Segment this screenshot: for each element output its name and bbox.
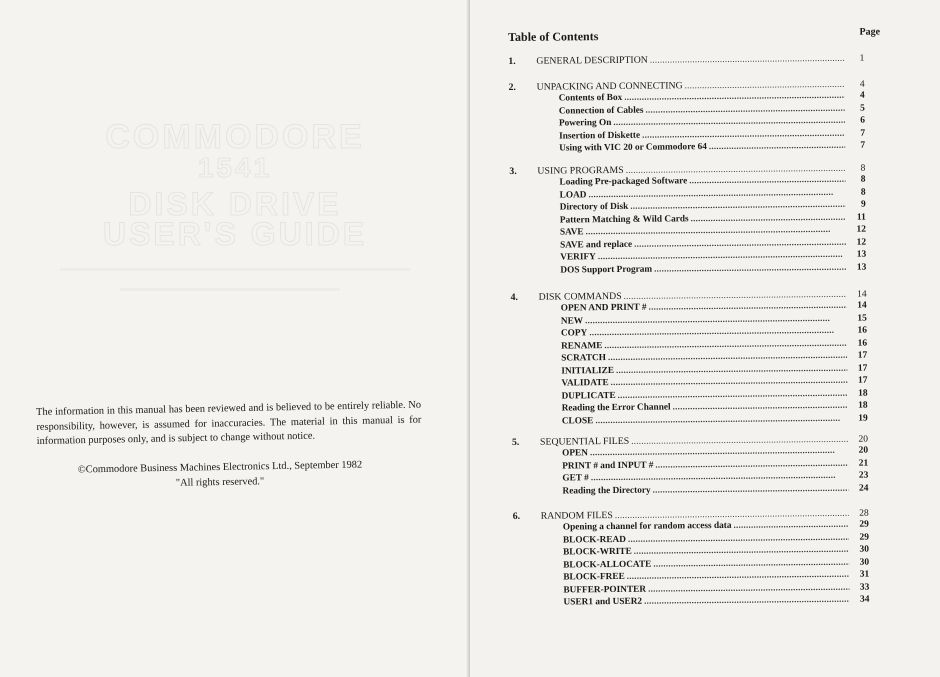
toc-entry-title: Loading Pre-packaged Software xyxy=(559,176,688,188)
toc-entry-title: SAVE xyxy=(559,227,584,238)
toc-page-number: 29 xyxy=(859,519,869,530)
dot-leader xyxy=(591,470,849,483)
toc-page-number: 20 xyxy=(858,434,869,445)
toc-page-number: 9 xyxy=(860,199,866,210)
toc-entry-title: SAVE and replace xyxy=(560,239,633,251)
toc-page-number: 12 xyxy=(856,224,867,235)
page-column-header: Page xyxy=(859,26,881,38)
toc-section-number: 4. xyxy=(510,291,519,303)
toc-entry-title: RENAME xyxy=(561,340,603,352)
toc-entry-title: VALIDATE xyxy=(561,378,609,389)
toc-page-number: 23 xyxy=(858,470,869,481)
dot-leader xyxy=(648,300,846,313)
toc-section-number: 1. xyxy=(508,55,516,67)
toc-page-number: 18 xyxy=(858,400,868,412)
toc-page-number: 6 xyxy=(860,115,865,126)
dot-leader xyxy=(586,224,846,237)
toc-page-number: 4 xyxy=(859,90,865,101)
toc-entry-title: Reading the Error Channel xyxy=(561,402,671,414)
toc-entry-title: OPEN AND PRINT # xyxy=(560,302,647,314)
toc-entry-row[interactable] xyxy=(562,482,868,497)
cover-bleed-line: 1541 xyxy=(197,152,273,183)
rights-reserved: "All rights reserved." xyxy=(175,476,265,489)
toc-entry-title: Contents of Box xyxy=(558,92,623,104)
dot-leader xyxy=(585,312,847,326)
toc-entry-title: DOS Support Program xyxy=(560,264,653,276)
toc-page-number: 19 xyxy=(858,413,868,424)
dot-leader xyxy=(691,211,846,223)
toc-entry-title: Insertion of Diskette xyxy=(559,130,641,142)
cover-bleed-line: USER'S GUIDE xyxy=(102,216,368,252)
toc-section-title: GENERAL DESCRIPTION xyxy=(536,54,648,67)
toc-page-number: 16 xyxy=(857,325,867,336)
cover-bleed-line: DISK DRIVE xyxy=(128,186,342,222)
toc-entry-title: Pattern Matching & Wild Cards xyxy=(559,213,689,226)
toc-section-title: USING PROGRAMS xyxy=(537,164,624,177)
toc-entry-title: BUFFER-POINTER xyxy=(563,584,647,596)
toc-page-number: 30 xyxy=(859,544,870,555)
dot-leader xyxy=(630,199,846,212)
toc-section-number: 6. xyxy=(512,510,521,522)
toc-entry-title: USER1 and USER2 xyxy=(563,597,643,608)
toc-page-number: 13 xyxy=(856,249,867,260)
dot-leader xyxy=(589,325,847,338)
toc-page-number: 4 xyxy=(859,79,865,90)
dot-leader xyxy=(624,90,845,103)
toc-entry-title: BLOCK-WRITE xyxy=(563,546,632,558)
toc-entry-title: LOAD xyxy=(559,189,587,201)
toc-entry-title: Opening a channel for random access data xyxy=(562,520,732,533)
dot-leader xyxy=(689,174,845,186)
toc-page-number: 14 xyxy=(857,289,867,300)
toc-page-number: 31 xyxy=(859,569,870,580)
toc-entry-row[interactable] xyxy=(563,594,869,609)
toc-page-number: 34 xyxy=(859,594,870,605)
dot-leader xyxy=(653,556,849,569)
toc-page-number: 29 xyxy=(859,532,869,543)
toc-entry-title: VERIFY xyxy=(560,252,596,263)
toc-entry-title: COPY xyxy=(560,328,588,339)
toc-section-title: SEQUENTIAL FILES xyxy=(539,435,630,448)
toc-page-number: 12 xyxy=(856,237,867,248)
dot-leader xyxy=(642,127,845,140)
dot-leader xyxy=(613,115,845,128)
toc-section-row[interactable] xyxy=(508,53,864,68)
right-page xyxy=(470,0,940,677)
toc-entry-title: BLOCK-READ xyxy=(562,534,627,546)
toc-entry-title: Using with VIC 20 or Commodore 64 xyxy=(559,142,707,154)
toc-page-number: 8 xyxy=(860,187,866,198)
cover-bleed-rule xyxy=(60,268,410,271)
toc-entry-title: BLOCK-FREE xyxy=(563,572,625,583)
toc-page-number: 11 xyxy=(856,212,866,223)
toc-page-number: 8 xyxy=(860,174,866,185)
toc-entry-row[interactable] xyxy=(560,261,866,276)
dot-leader xyxy=(655,457,848,470)
dot-leader xyxy=(604,337,847,350)
toc-entry-title: BLOCK-ALLOCATE xyxy=(563,559,652,571)
table-of-contents xyxy=(508,22,881,608)
toc-entry-title: Reading the Directory xyxy=(562,485,651,497)
dot-leader xyxy=(634,237,846,250)
dot-leader xyxy=(588,186,845,199)
toc-page-number: 17 xyxy=(857,363,868,374)
dot-leader xyxy=(590,445,848,458)
toc-page-number: 24 xyxy=(858,483,869,494)
toc-page-number: 15 xyxy=(857,313,867,324)
toc-entry-title: SCRATCH xyxy=(561,353,607,364)
toc-page-number: 17 xyxy=(857,350,868,361)
toc-page-number: 8 xyxy=(860,163,866,174)
toc-entry-title: DUPLICATE xyxy=(561,390,616,402)
dot-leader xyxy=(673,400,848,413)
dot-leader xyxy=(627,569,850,582)
toc-entry-title: NEW xyxy=(560,315,584,327)
dot-leader xyxy=(634,544,849,557)
dot-leader xyxy=(650,53,845,66)
toc-entry-row[interactable] xyxy=(559,140,865,155)
dot-leader xyxy=(628,531,849,544)
dot-leader xyxy=(709,140,845,152)
toc-section-title: DISK COMMANDS xyxy=(538,290,622,303)
toc-entry-title: Connection of Cables xyxy=(558,105,644,117)
dot-leader xyxy=(645,102,844,115)
toc-page-number: 13 xyxy=(856,262,867,273)
toc-entry-row[interactable] xyxy=(562,413,868,428)
toc-section-number: 5. xyxy=(511,436,520,448)
toc-page-number: 28 xyxy=(859,508,869,519)
toc-page-number: 18 xyxy=(857,388,868,399)
toc-page-number: 30 xyxy=(859,557,870,568)
toc-section-number: 3. xyxy=(509,165,517,177)
toc-entry-title: Powering On xyxy=(558,118,612,129)
toc-entry-title: PRINT # and INPUT # xyxy=(562,460,654,472)
toc-section-title: UNPACKING AND CONNECTING xyxy=(536,80,683,93)
toc-page-number: 7 xyxy=(860,140,866,151)
toc-entry-title: INITIALIZE xyxy=(561,365,615,377)
dot-leader xyxy=(644,594,850,607)
dot-leader xyxy=(595,413,848,426)
toc-page-number: 17 xyxy=(857,375,868,386)
dot-leader xyxy=(608,350,847,363)
toc-page-number: 5 xyxy=(860,103,865,114)
copyright-line: ©Commodore Business Machines Electronics Ltd., September 1982 xyxy=(77,459,363,476)
dot-leader xyxy=(654,262,846,275)
toc-entry-title: CLOSE xyxy=(561,416,594,427)
toc-section-number: 2. xyxy=(508,81,517,93)
toc-page-number: 14 xyxy=(857,300,867,311)
toc-page-number: 16 xyxy=(857,338,868,349)
dot-leader xyxy=(611,375,848,388)
dot-leader xyxy=(616,363,847,376)
toc-page-number: 1 xyxy=(859,53,865,64)
toc-page-number: 33 xyxy=(859,582,870,593)
cover-bleed-line: COMMODORE xyxy=(105,118,365,156)
dot-leader xyxy=(648,581,849,594)
toc-entry-title: OPEN xyxy=(562,448,588,459)
toc-entry-title: Directory of Disk xyxy=(559,201,629,213)
dot-leader xyxy=(733,519,848,531)
toc-page-number: 21 xyxy=(858,458,869,469)
toc-entry-title: GET # xyxy=(562,473,589,484)
dot-leader xyxy=(598,249,846,262)
toc-page-number: 20 xyxy=(858,445,869,456)
dot-leader xyxy=(618,388,848,401)
toc-section-title: RANDOM FILES xyxy=(540,510,613,522)
dot-leader xyxy=(653,482,849,495)
toc-title: Table of Contents xyxy=(508,29,599,44)
disclaimer-text: The information in this manual has been reviewed and is believed to be entirely reliable. No responsibility, however, is assumed for inaccuracies. The material in this manual is for information purposes only, and is subject to change without notice. xyxy=(36,399,422,447)
cover-bleed-rule xyxy=(120,288,340,291)
toc-page-number: 7 xyxy=(860,128,866,139)
